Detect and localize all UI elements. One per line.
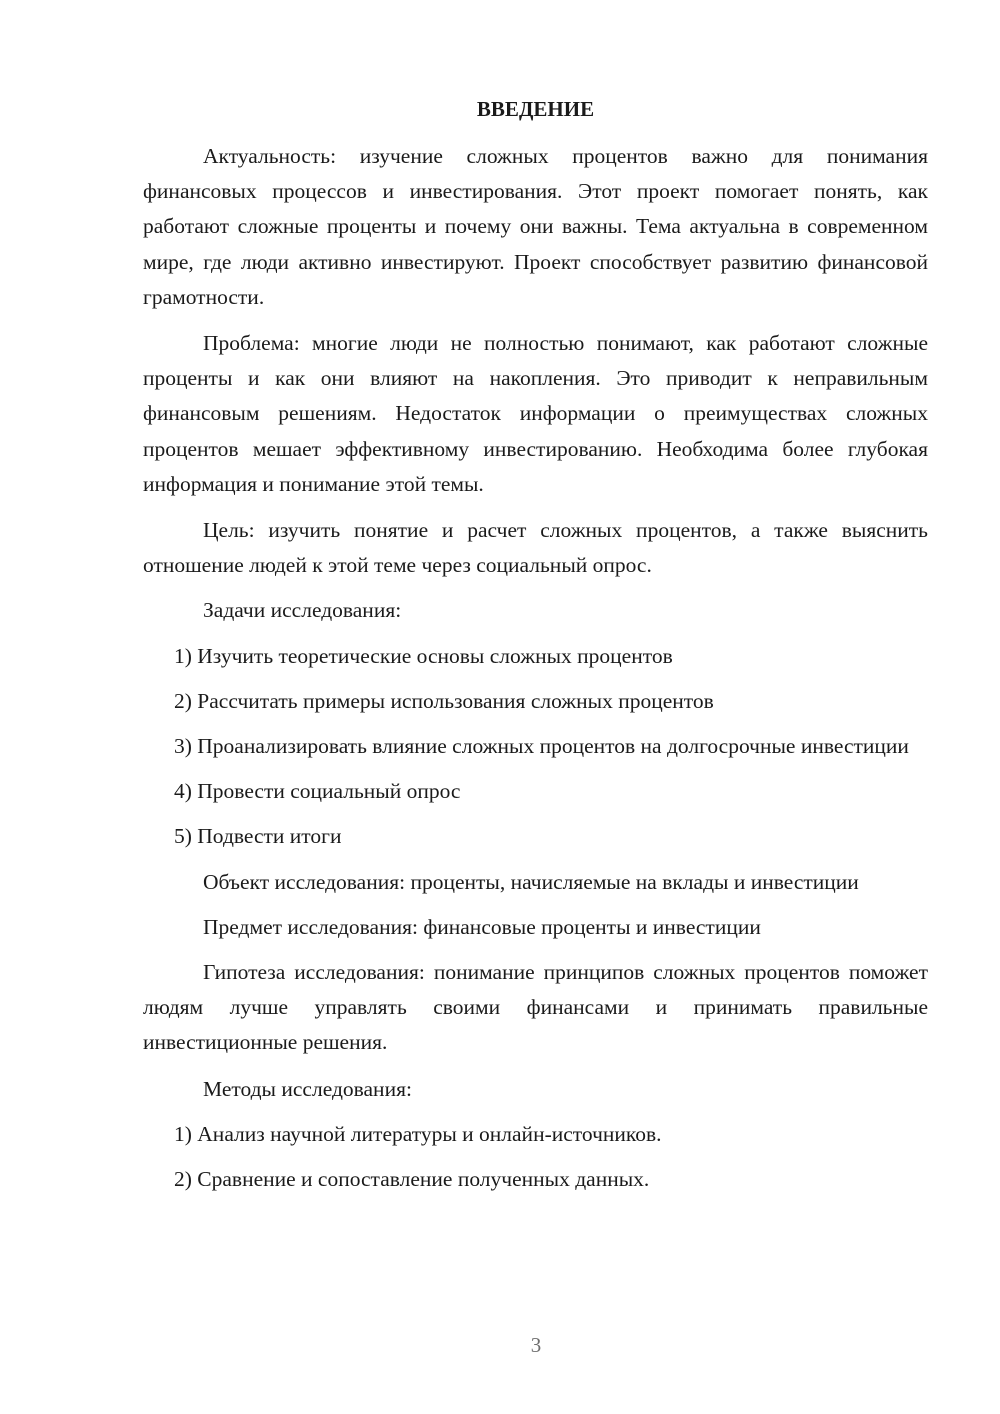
method-item-2: 2) Сравнение и сопоставление полученных данных. <box>174 1167 650 1192</box>
document-page <box>143 92 928 1197</box>
task-item-3: 3) Проанализировать влияние сложных процентов на долгосрочные инвестиции <box>174 734 909 759</box>
task-item-1: 1) Изучить теоретические основы сложных процентов <box>174 643 673 668</box>
goal-paragraph: Цель: изучить понятие и расчет сложных процентов, а также выяснить отношение людей к этой теме через социальный опрос. <box>143 518 928 578</box>
task-item-4: 4) Провести социальный опрос <box>174 779 461 804</box>
tasks-heading: Задачи исследования: <box>203 598 402 623</box>
task-item-5: 5) Подвести итоги <box>174 824 342 849</box>
problem-paragraph: Проблема: многие люди не полностью понимают, как работают сложные проценты и как они влияют на накопления. Это приводит к неправильным финансовым решениям. Недостаток информации о преимуществах сложных процентов мешает эффективному инвестированию. Необходима более глубокая информация и понимание этой темы. <box>143 331 928 496</box>
hypothesis-paragraph: Гипотеза исследования: понимание принципов сложных процентов поможет людям лучше управлять своими финансами и принимать правильные инвестиционные решения. <box>143 960 928 1055</box>
method-item-1: 1) Анализ научной литературы и онлайн-источников. <box>174 1121 662 1146</box>
section-title: ВВЕДЕНИЕ <box>476 97 595 121</box>
methods-heading: Методы исследования: <box>203 1076 412 1101</box>
object-paragraph: Объект исследования: проценты, начисляемые на вклады и инвестиции <box>203 869 859 894</box>
page-number: 3 <box>530 1333 542 1357</box>
task-item-2: 2) Рассчитать примеры использования сложных процентов <box>174 688 714 713</box>
relevance-paragraph: Актуальность: изучение сложных процентов важно для понимания финансовых процессов и инвестирования. Этот проект помогает понять, как работают сложные проценты и почему они важны. Тема актуальна в современном мире, где люди активно инвестируют. Проект способствует развитию финансовой грамотности. <box>143 144 928 309</box>
subject-paragraph: Предмет исследования: финансовые проценты и инвестиции <box>203 914 761 939</box>
